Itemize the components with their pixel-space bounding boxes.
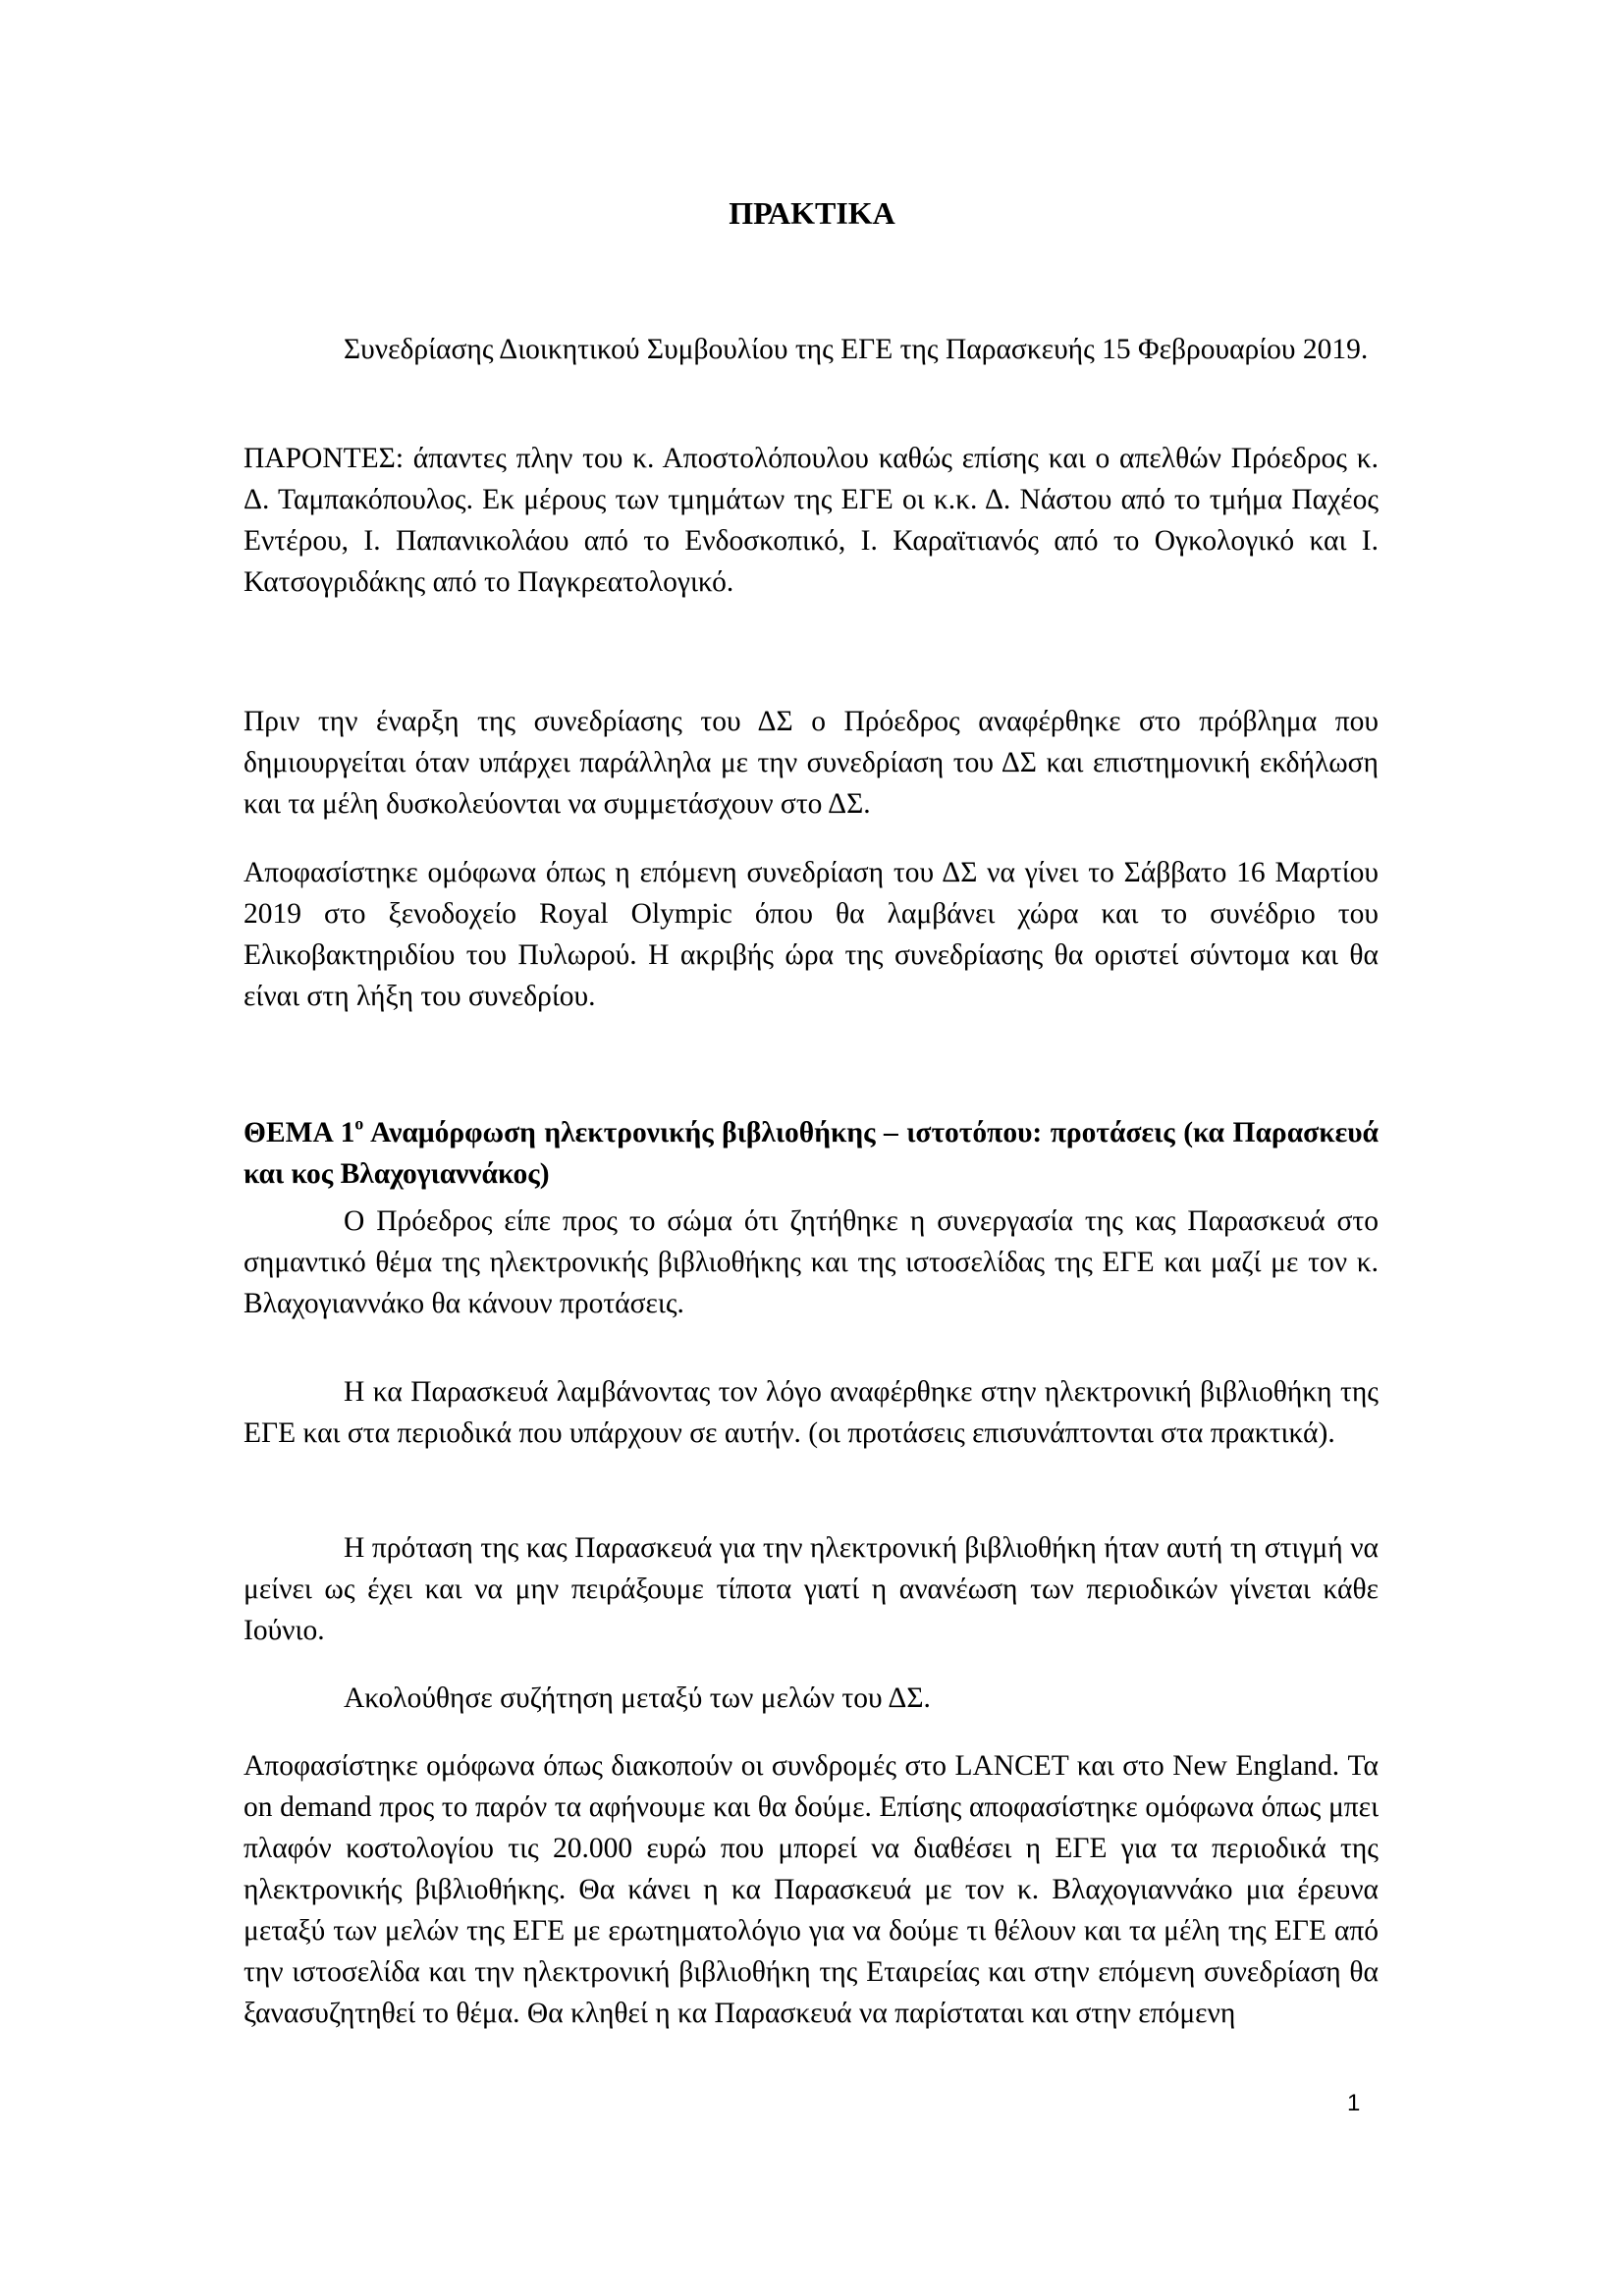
attendees-paragraph: ΠΑΡΟΝΤΕΣ: άπαντες πλην του κ. Αποστολόπουλου καθώς επίσης και ο απελθών Πρόεδρος κ. Δ. Ταμπακόπουλος. Εκ μέρους των τμημάτων της ΕΓΕ οι κ.κ. Δ. Νάστου από το τμήμα Παχέος Εντέρου, Ι. Παπανικολάου από το Ενδοσκοπικό, Ι. Καραϊτιανός από το Ογκολογικό και Ι. Κατσογριδάκης από το Παγκρεατολογικό. (244, 443, 1379, 598)
topic-1-paragraph: Ακολούθησε συζήτηση μεταξύ των μελών του ΔΣ. (344, 1682, 931, 1714)
topic-1-label: ΘΕΜΑ 1 (244, 1117, 355, 1148)
next-meeting-decision-paragraph: Αποφασίστηκε ομόφωνα όπως η επόμενη συνεδρίαση του ΔΣ να γίνει το Σάββατο 16 Μαρτίου 2019 στο ξενοδοχείο Royal Olympic όπου θα λαμβάνει χώρα και το συνέδριο του Ελικοβακτηριδίου του Πυλωρού. Η ακριβής ώρα της συνεδρίασης θα οριστεί σύντομα και θα είναι στη λήξη του συνεδρίου. (244, 857, 1379, 1012)
document-title: ΠΡΑΚΤΙΚΑ (729, 195, 895, 231)
topic-1-decision-paragraph: Αποφασίστηκε ομόφωνα όπως διακοπούν οι συνδρομές στο LANCET και στο New England. Τα on demand προς το παρόν τα αφήνουμε και θα δούμε. Επίσης αποφασίστηκε ομόφωνα όπως μπει πλαφόν κοστολογίου τις 20.000 ευρώ που μπορεί να διαθέσει η ΕΓΕ για τα περιοδικά της ηλεκτρονικής βιβλιοθήκης. Θα κάνει η κα Παρασκευά με τον κ. Βλαχογιαννάκο μια έρευνα μεταξύ των μελών της ΕΓΕ με ερωτηματολόγιο για να δούμε τι θέλουν και τα μέλη της ΕΓΕ από την ιστοσελίδα και την ηλεκτρονική βιβλιοθήκη της Εταιρείας και στην επόμενη συνεδρίαση θα ξανασυζητηθεί το θέμα. Θα κληθεί η κα Παρασκευά να παρίσταται και στην επόμενη (244, 1750, 1379, 2029)
meeting-intro-paragraph: Συνεδρίασης Διοικητικού Συμβουλίου της ΕΓΕ της Παρασκευής 15 Φεβρουαρίου 2019. (344, 334, 1369, 365)
topic-1-paragraph: Η πρόταση της κας Παρασκευά για την ηλεκτρονική βιβλιοθήκη ήταν αυτή τη στιγμή να μείνει ως έχει και να μην πειράξουμε τίποτα γιατί η ανανέωση των περιοδικών γίνεται κάθε Ιούνιο. (244, 1532, 1379, 1646)
topic-1-paragraph: Ο Πρόεδρος είπε προς το σώμα ότι ζητήθηκε η συνεργασία της κας Παρασκευά στο σημαντικό θέμα της ηλεκτρονικής βιβλιοθήκης και της ιστοσελίδας της ΕΓΕ και μαζί με τον κ. Βλαχογιαννάκο θα κάνουν προτάσεις. (244, 1205, 1379, 1319)
topic-1-paragraph: Η κα Παρασκευά λαμβάνοντας τον λόγο αναφέρθηκε στην ηλεκτρονική βιβλιοθήκη της ΕΓΕ και στα περιοδικά που υπάρχουν σε αυτήν. (οι προτάσεις επισυνάπτονται στα πρακτικά). (244, 1376, 1379, 1449)
pre-meeting-paragraph: Πριν την έναρξη της συνεδρίασης του ΔΣ ο Πρόεδρος αναφέρθηκε στο πρόβλημα που δημιουργείται όταν υπάρχει παράλληλα με την συνεδρίαση του ΔΣ και επιστημονική εκδήλωση και τα μέλη δυσκολεύονται να συμμετάσχουν στο ΔΣ. (244, 706, 1379, 820)
topic-1-ordinal: ο (354, 1113, 364, 1134)
topic-1-title: Αναμόρφωση ηλεκτρονικής βιβλιοθήκης – ιστοτόπου: προτάσεις (κα Παρασκευά και κος Βλαχογιαννάκος) (244, 1117, 1379, 1190)
topic-1-heading (244, 1112, 1379, 1195)
page-number: 1 (1347, 2090, 1361, 2116)
